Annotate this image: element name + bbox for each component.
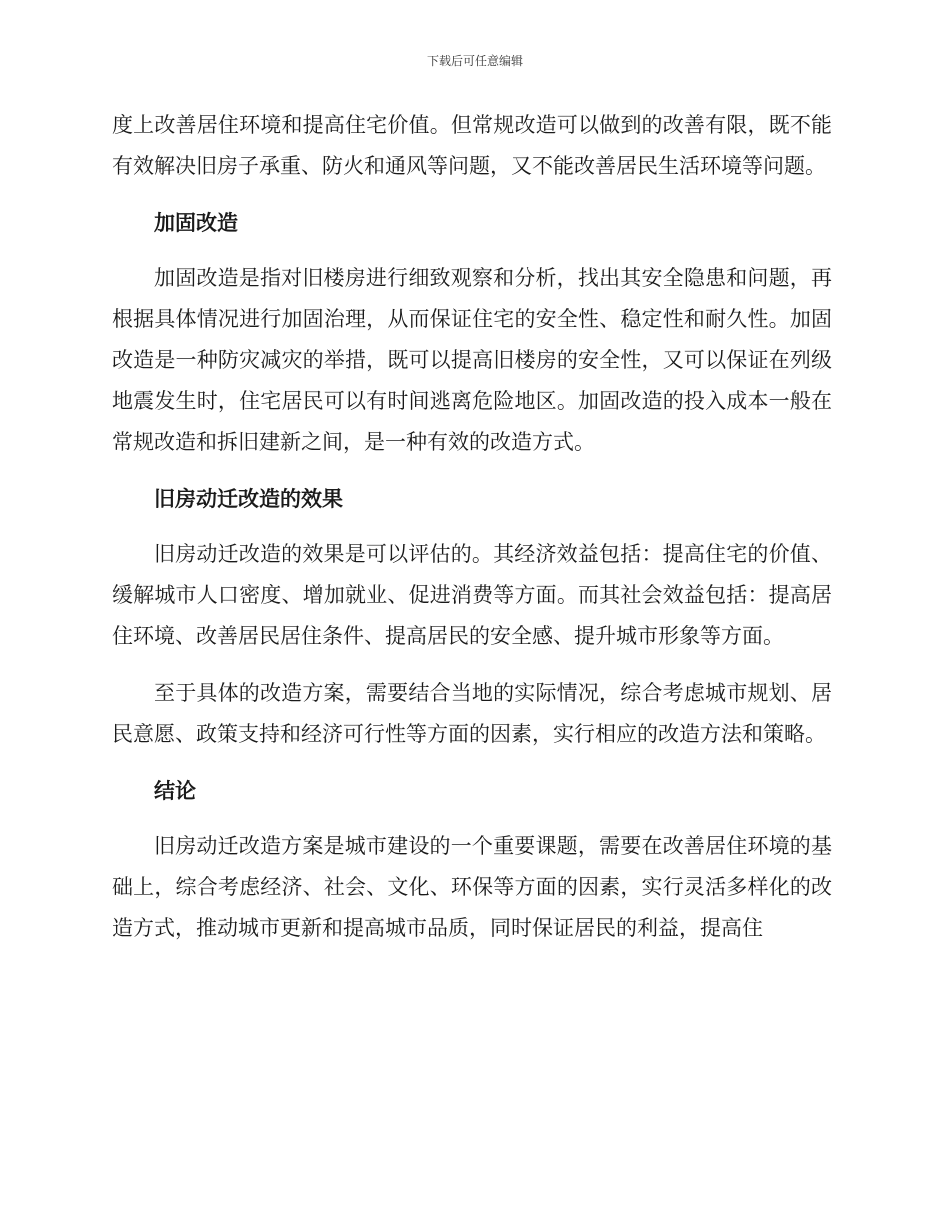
heading-effect: 旧房动迁改造的效果 (154, 487, 343, 511)
heading-conclusion: 结论 (154, 779, 196, 803)
paragraph-reinforcement: 加固改造是指对旧楼房进行细致观察和分析，找出其安全隐患和问题，再根据具体情况进行加固治理，从而保证住宅的安全性、稳定性和耐久性。加固改造是一种防灾减灾的举措，既可以提高旧楼房的安全性，又可以保证在列级地震发生时，住宅居民可以有时间逃离危险地区。加固改造的投入成本一般在常规改造和拆旧建新之间，是一种有效的改造方式。 (112, 266, 832, 454)
paragraph-continuation: 度上改善居住环境和提高住宅价值。但常规改造可以做到的改善有限，既不能有效解决旧房子承重、防火和通风等问题，又不能改善居民生活环境等问题。 (112, 113, 832, 178)
paragraph-conclusion: 旧房动迁改造方案是城市建设的一个重要课题，需要在改善居住环境的基础上，综合考虑经济、社会、文化、环保等方面的因素，实行灵活多样化的改造方式，推动城市更新和提高城市品质，同时保证居民的利益，提高住 (112, 834, 832, 940)
heading-reinforcement: 加固改造 (154, 211, 238, 235)
paragraph-effect: 旧房动迁改造的效果是可以评估的。其经济效益包括：提高住宅的价值、缓解城市人口密度、增加就业、促进消费等方面。而其社会效益包括：提高居住环境、改善居民居住条件、提高居民的安全感、提升城市形象等方面。 (112, 542, 832, 648)
page-header: 下载后可任意编辑 (426, 54, 523, 68)
paragraph-plan: 至于具体的改造方案，需要结合当地的实际情况，综合考虑城市规划、居民意愿、政策支持和经济可行性等方面的因素，实行相应的改造方法和策略。 (112, 681, 832, 746)
document-body (112, 105, 832, 949)
